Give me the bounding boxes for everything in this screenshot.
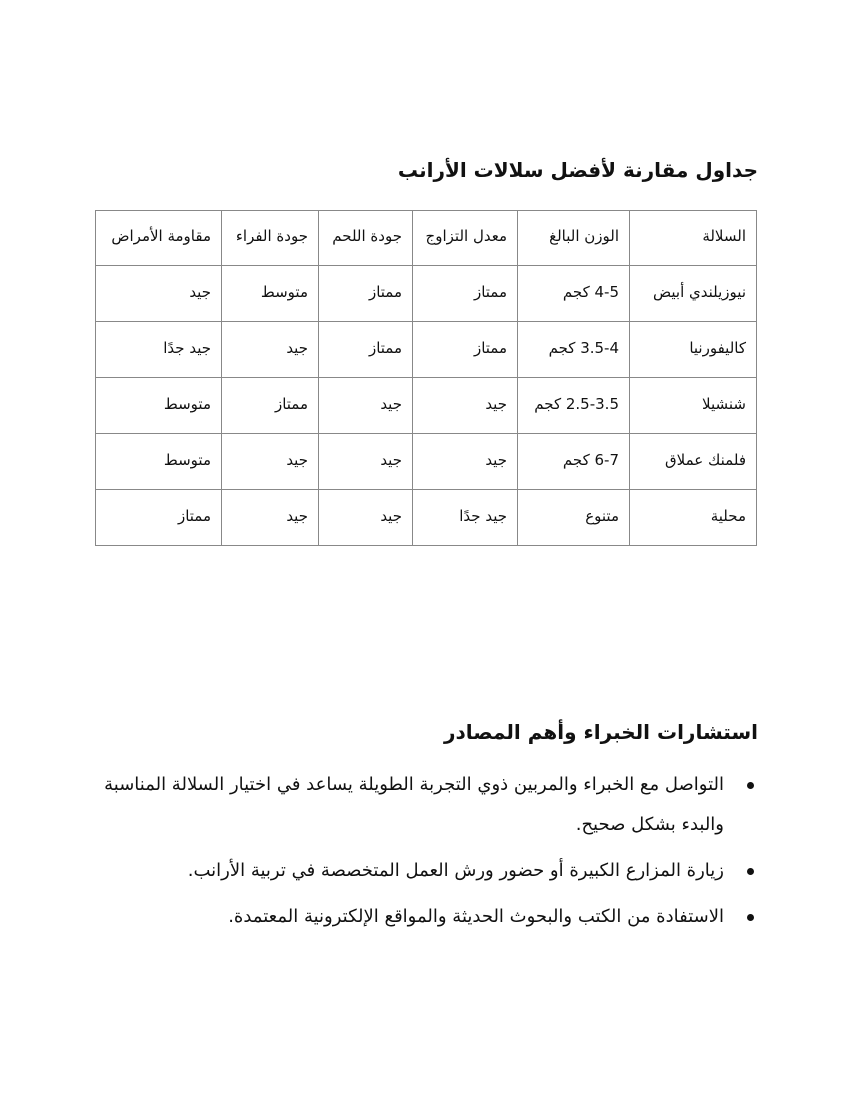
table-header-row: [96, 211, 757, 266]
header-fur-quality: جودة الفراء: [222, 211, 319, 266]
breed-comparison-table: [95, 210, 757, 546]
list-item: [84, 765, 724, 845]
cell-disease-resistance: متوسط: [96, 378, 222, 434]
cell-breed: محلية: [630, 490, 757, 546]
cell-meat-quality: ممتاز: [319, 266, 413, 322]
cell-breed: نيوزيلندي أبيض: [630, 266, 757, 322]
list-item: [84, 851, 724, 891]
list-item-text: زيارة المزارع الكبيرة أو حضور ورش العمل المتخصصة في تربية الأرانب.: [187, 860, 724, 881]
cell-disease-resistance: جيد: [96, 266, 222, 322]
bullet-icon: [747, 868, 754, 875]
cell-fur-quality: جيد: [222, 490, 319, 546]
cell-meat-quality: جيد: [319, 434, 413, 490]
cell-weight: 6-7 كجم: [518, 434, 630, 490]
cell-disease-resistance: متوسط: [96, 434, 222, 490]
cell-meat-quality: جيد: [319, 378, 413, 434]
cell-fur-quality: متوسط: [222, 266, 319, 322]
list-item-text: التواصل مع الخبراء والمربين ذوي التجربة الطويلة يساعد في اختيار السلالة المناسبة والبدء بشكل صحيح.: [104, 774, 724, 835]
header-adult-weight: الوزن البالغ: [518, 211, 630, 266]
cell-fur-quality: ممتاز: [222, 378, 319, 434]
cell-breeding-rate: ممتاز: [413, 266, 518, 322]
cell-breeding-rate: جيد جدًا: [413, 490, 518, 546]
cell-breed: فلمنك عملاق: [630, 434, 757, 490]
table-row: [96, 322, 757, 378]
list-item: [84, 897, 724, 937]
header-breed: السلالة: [630, 211, 757, 266]
header-meat-quality: جودة اللحم: [319, 211, 413, 266]
cell-disease-resistance: ممتاز: [96, 490, 222, 546]
cell-breeding-rate: جيد: [413, 378, 518, 434]
cell-weight: 3.5-4 كجم: [518, 322, 630, 378]
header-breeding-rate: معدل التزاوج: [413, 211, 518, 266]
cell-breed: كاليفورنيا: [630, 322, 757, 378]
cell-fur-quality: جيد: [222, 322, 319, 378]
cell-breeding-rate: جيد: [413, 434, 518, 490]
cell-disease-resistance: جيد جدًا: [96, 322, 222, 378]
cell-fur-quality: جيد: [222, 434, 319, 490]
table-row: [96, 266, 757, 322]
bullet-icon: [747, 914, 754, 921]
table-row: [96, 378, 757, 434]
header-disease-resistance: مقاومة الأمراض: [96, 211, 222, 266]
cell-meat-quality: ممتاز: [319, 322, 413, 378]
list-item-text: الاستفادة من الكتب والبحوث الحديثة والمواقع الإلكترونية المعتمدة.: [228, 906, 724, 927]
table-row: [96, 490, 757, 546]
cell-weight: 2.5-3.5 كجم: [518, 378, 630, 434]
cell-weight: متنوع: [518, 490, 630, 546]
bullet-icon: [747, 782, 754, 789]
cell-breed: شنشيلا: [630, 378, 757, 434]
table-row: [96, 434, 757, 490]
cell-weight: 4-5 كجم: [518, 266, 630, 322]
expert-advice-list: [84, 765, 758, 943]
cell-breeding-rate: ممتاز: [413, 322, 518, 378]
section-title-expert-advice: استشارات الخبراء وأهم المصادر: [444, 720, 758, 744]
cell-meat-quality: جيد: [319, 490, 413, 546]
section-title-comparison: جداول مقارنة لأفضل سلالات الأرانب: [397, 158, 758, 182]
